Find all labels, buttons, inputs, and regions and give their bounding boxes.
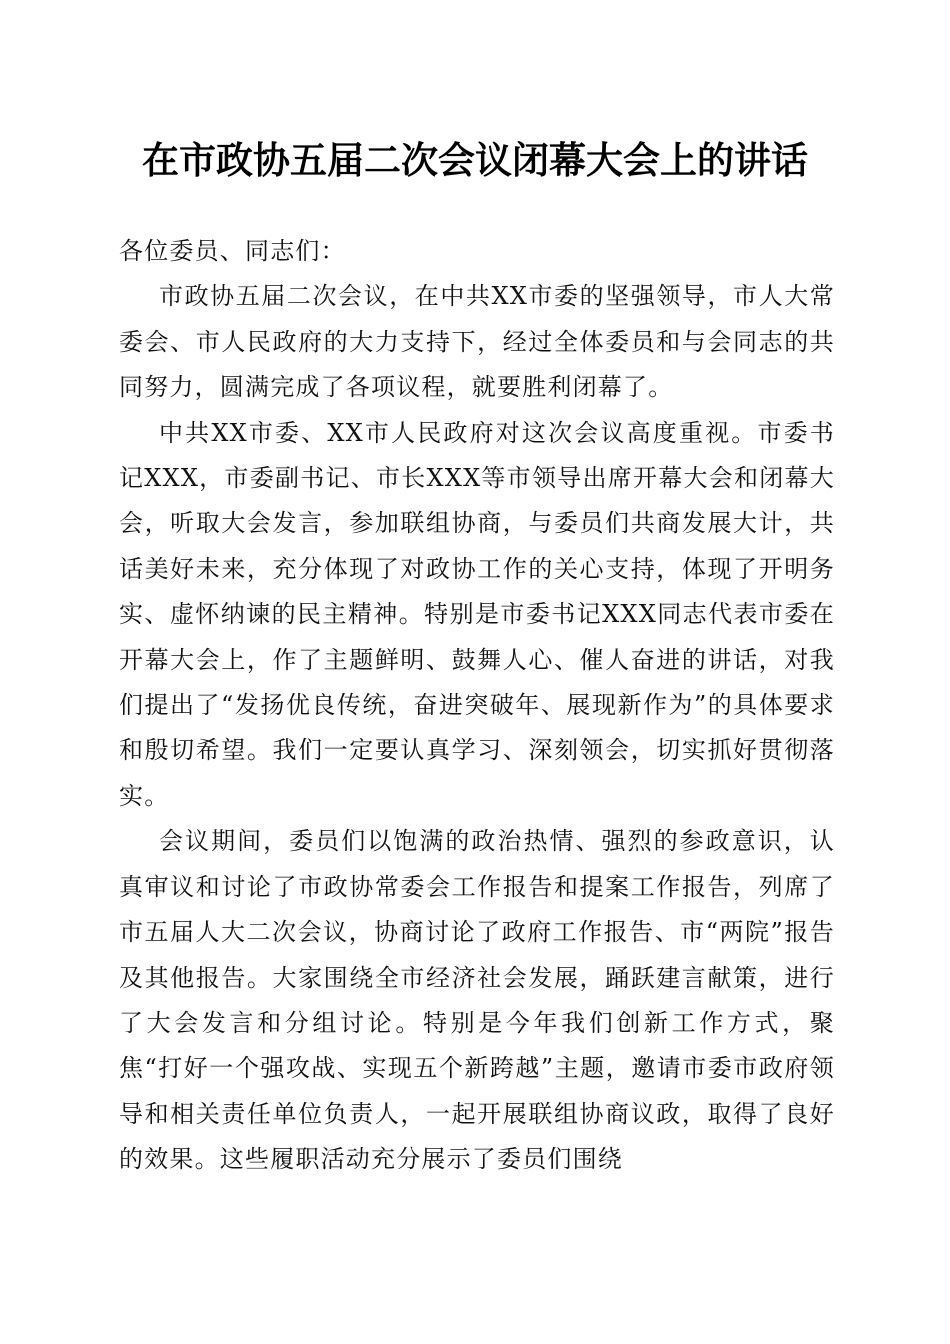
paragraph-2: 中共XX市委、XX市人民政府对这次会议高度重视。市委书记XXX，市委副书记、市长XXX等市领导出席开幕大会和闭幕大会，听取大会发言，参加联组协商，与委员们共商发展大计，共话美好未来，充分体现了对政协工作的关心支持，体现了开明务实、虚怀纳谏的民主精神。特别是市委书记XXX同志代表市委在开幕大会上，作了主题鲜明、鼓舞人心、催人奋进的讲话，对我们提出了“发扬优良传统，奋进突破年、展现新作为”的具体要求和殷切希望。我们一定要认真学习、深刻领会，切实抓好贯彻落实。 [119,418,835,810]
salutation: 各位委员、同志们： [119,237,346,265]
document-title: 在市政协五届二次会议闭幕大会上的讲话 [142,138,808,182]
paragraph-3: 会议期间，委员们以饱满的政治热情、强烈的参政意识，认真审议和讨论了市政协常委会工作报告和提案工作报告，列席了市五届人大二次会议，协商讨论了政府工作报告、市“两院”报告及其他报告。大家围绕全市经济社会发展，踊跃建言献策，进行了大会发言和分组讨论。特别是今年我们创新工作方式，聚焦“打好一个强攻战、实现五个新跨越”主题，邀请市委市政府领导和相关责任单位负责人，一起开展联组协商议政，取得了良好的效果。这些履职活动充分展示了委员们围绕 [119,827,835,1174]
document-body [119,229,835,1183]
paragraph-1: 市政协五届二次会议，在中共XX市委的坚强领导，市人大常委会、市人民政府的大力支持下，经过全体委员和与会同志的共同努力，圆满完成了各项议程，就要胜利闭幕了。 [119,282,835,402]
